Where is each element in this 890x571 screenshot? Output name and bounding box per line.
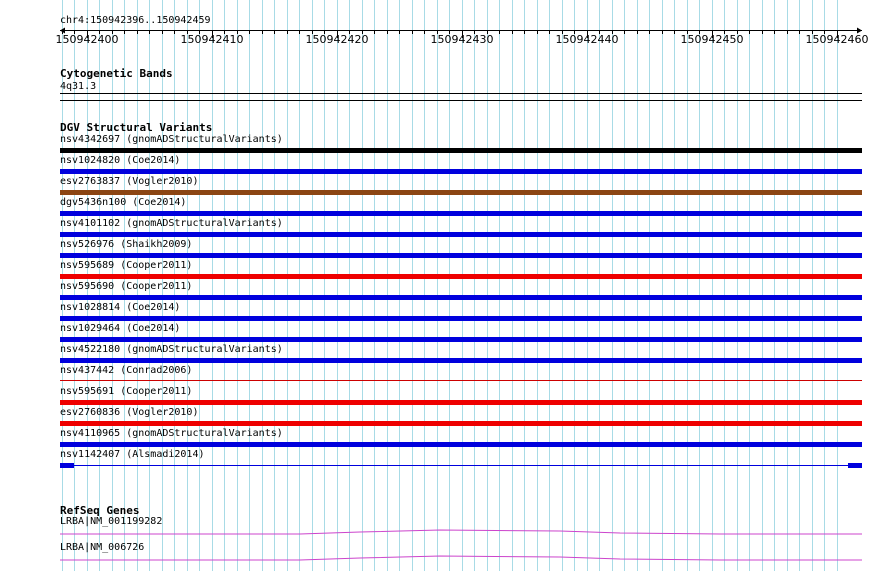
dgv-variant-bar[interactable] [60, 169, 862, 174]
dgv-variant-label[interactable]: nsv595690 (Cooper2011) [60, 281, 193, 292]
dgv-variant-label[interactable]: nsv526976 (Shaikh2009) [60, 239, 193, 250]
refseq-gene-label[interactable]: LRBA|NM_006726 [60, 542, 145, 553]
dgv-variant-bar[interactable] [60, 442, 862, 447]
dgv-variant-bar[interactable] [60, 316, 862, 321]
location-label: chr4:150942396..150942459 [60, 15, 211, 26]
cytoband-label[interactable]: 4q31.3 [60, 81, 97, 92]
dgv-variant-label[interactable]: nsv1029464 (Coe2014) [60, 323, 181, 334]
dgv-track-title[interactable]: DGV Structural Variants [60, 121, 213, 134]
refseq-gene-intron-line[interactable] [60, 530, 862, 534]
ruler-tick-label: 150942460 [805, 33, 869, 46]
dgv-variant-bar[interactable] [60, 253, 862, 258]
dgv-variant-bar[interactable] [60, 274, 862, 279]
dgv-variant-label[interactable]: nsv4110965 (gnomADStructuralVariants) [60, 428, 283, 439]
dgv-variant-bar[interactable] [60, 358, 862, 363]
dgv-variant-bar[interactable] [60, 211, 862, 216]
dgv-variant-label[interactable]: nsv4342697 (gnomADStructuralVariants) [60, 134, 283, 145]
dgv-variant-bar[interactable] [60, 421, 862, 426]
dgv-variant-label[interactable]: nsv595689 (Cooper2011) [60, 260, 193, 271]
dgv-variant-label[interactable]: nsv1024820 (Coe2014) [60, 155, 181, 166]
cytogenetic-track-title[interactable]: Cytogenetic Bands [60, 67, 173, 80]
dgv-variant-bar[interactable] [848, 463, 862, 468]
ruler-tick-label: 150942420 [305, 33, 369, 46]
dgv-variant-bar[interactable] [60, 400, 862, 405]
dgv-variant-bar[interactable] [60, 190, 862, 195]
ruler-tick-label: 150942440 [555, 33, 619, 46]
refseq-gene-label[interactable]: LRBA|NM_001199282 [60, 516, 163, 527]
dgv-variant-bar[interactable] [60, 337, 862, 342]
ruler-tick-label: 150942430 [430, 33, 494, 46]
dgv-variant-bar[interactable] [60, 232, 862, 237]
dgv-variant-label[interactable]: esv2760836 (Vogler2010) [60, 407, 199, 418]
dgv-variant-label[interactable]: esv2763837 (Vogler2010) [60, 176, 199, 187]
dgv-variant-bar[interactable] [60, 295, 862, 300]
dgv-variant-label[interactable]: nsv1028814 (Coe2014) [60, 302, 181, 313]
dgv-variant-label[interactable]: nsv595691 (Cooper2011) [60, 386, 193, 397]
ruler-tick-label: 150942400 [55, 33, 119, 46]
ruler-tick-label: 150942450 [680, 33, 744, 46]
ruler-tick-label: 150942410 [180, 33, 244, 46]
dgv-variant-label[interactable]: nsv1142407 (Alsmadi2014) [60, 449, 205, 460]
refseq-track-title[interactable]: RefSeq Genes [60, 504, 140, 517]
dgv-variant-label[interactable]: nsv4522180 (gnomADStructuralVariants) [60, 344, 283, 355]
refseq-gene-intron-line[interactable] [60, 556, 862, 560]
dgv-variant-bar[interactable] [60, 148, 862, 153]
dgv-variant-label[interactable]: nsv437442 (Conrad2006) [60, 365, 193, 376]
dgv-variant-label[interactable]: dgv5436n100 (Coe2014) [60, 197, 187, 208]
dgv-variant-label[interactable]: nsv4101102 (gnomADStructuralVariants) [60, 218, 283, 229]
